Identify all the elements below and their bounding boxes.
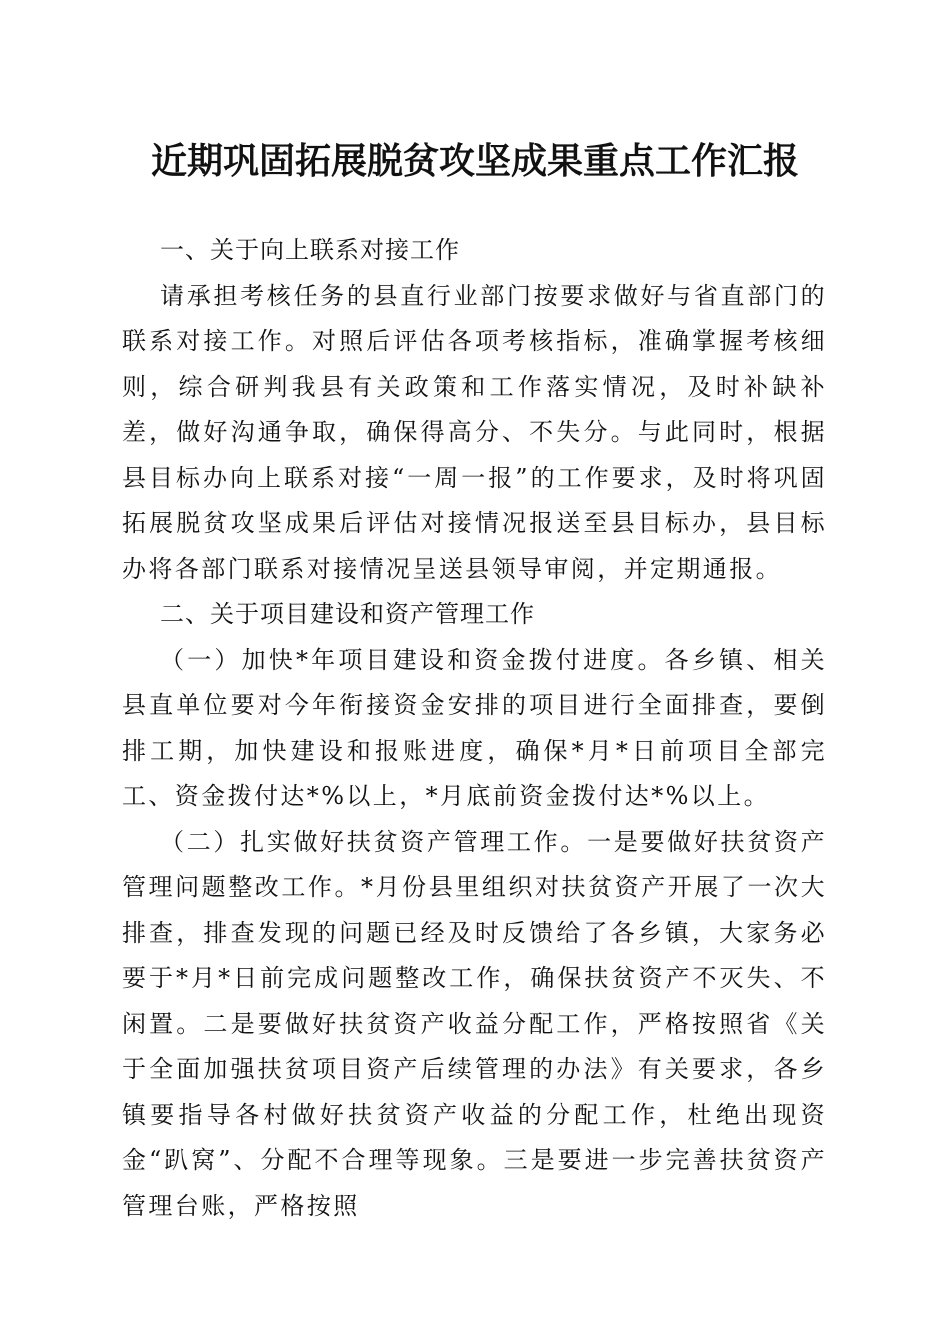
section-heading-1: 一、关于向上联系对接工作 [160, 236, 460, 264]
section-1-paragraph-1: 请承担考核任务的县直行业部门按要求做好与省直部门的联系对接工作。对照后评估各项考核指标，准确掌握考核细则，综合研判我县有关政策和工作落实情况，及时补缺补差，做好沟通争取，确保得高分、不失分。与此同时，根据县目标办向上联系对接“一周一报”的工作要求，及时将巩固拓展脱贫攻坚成果后评估对接情况报送至县目标办，县目标办将各部门联系对接情况呈送县领导审阅，并定期通报。 [122, 281, 827, 583]
section-2-paragraph-1: （一）加快*年项目建设和资金拨付进度。各乡镇、相关县直单位要对今年衔接资金安排的项目进行全面排查，要倒排工期，加快建设和报账进度，确保*月*日前项目全部完工、资金拨付达*%以上，*月底前资金拨付达*%以上。 [122, 645, 827, 810]
section-2-paragraph-2: （二）扎实做好扶贫资产管理工作。一是要做好扶贫资产管理问题整改工作。*月份县里组织对扶贫资产开展了一次大排查，排查发现的问题已经及时反馈给了各乡镇，大家务必要于*月*日前完成问题整改工作，确保扶贫资产不灭失、不闲置。二是要做好扶贫资产收益分配工作，严格按照省《关于全面加强扶贫项目资产后续管理的办法》有关要求，各乡镇要指导各村做好扶贫资产收益的分配工作，杜绝出现资金“趴窝”、分配不合理等现象。三是要进一步完善扶贫资产管理台账，严格按照 [122, 827, 827, 1220]
section-heading-2: 二、关于项目建设和资产管理工作 [160, 600, 535, 628]
document-title: 近期巩固拓展脱贫攻坚成果重点工作汇报 [150, 140, 799, 182]
document-body [122, 228, 827, 1229]
